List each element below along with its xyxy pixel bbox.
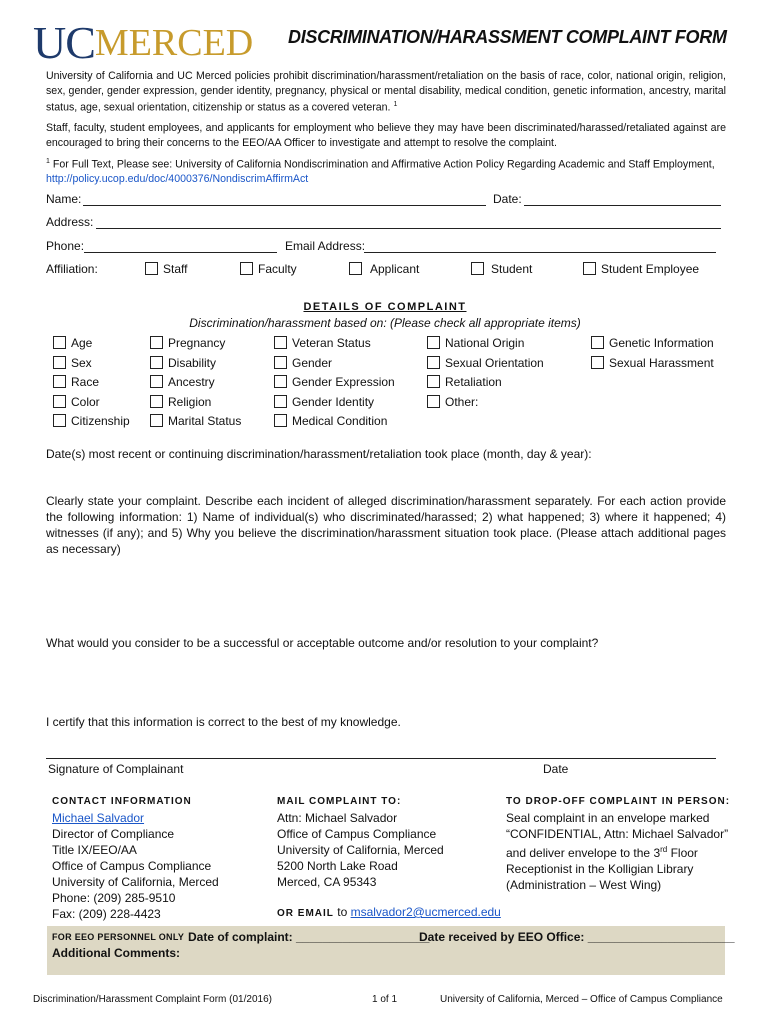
checkbox[interactable] — [583, 262, 596, 275]
basis-option[interactable]: Genetic Information — [591, 336, 714, 350]
phone-field[interactable] — [84, 239, 277, 253]
name-field[interactable] — [83, 192, 486, 206]
eeo-label: FOR EEO PERSONNEL ONLY — [52, 932, 185, 942]
checkbox[interactable] — [150, 414, 163, 427]
affiliation-label: Affiliation: — [46, 262, 98, 276]
affiliation-option[interactable]: Student — [471, 262, 532, 276]
dates-question: Date(s) most recent or continuing discrimination/harassment/retaliation took place (month, day & year): — [46, 447, 592, 461]
eeo-date-of-complaint[interactable]: Date of complaint: ____________________ — [188, 930, 430, 944]
name-label: Name: — [46, 192, 82, 206]
policy-text: University of California and UC Merced policies prohibit discrimination/harassment/retaliation on the basis of race, color, national origin, religion, sex, gender, gender expression, gender identity, pregnancy, physical or mental disability, medical condition, genetic information, ancestry, marital status, age, sexual orientation, citizenship or status as a covered veteran. — [46, 70, 726, 114]
checkbox[interactable] — [274, 356, 287, 369]
checkbox[interactable] — [591, 336, 604, 349]
affiliation-row — [46, 262, 721, 278]
dropoff-line: and deliver envelope to the 3rd Floor — [506, 845, 698, 860]
email-complaint — [277, 904, 501, 922]
basis-option[interactable]: Medical Condition — [274, 414, 387, 428]
checkbox[interactable] — [53, 336, 66, 349]
checkbox[interactable] — [274, 414, 287, 427]
checkbox[interactable] — [349, 262, 362, 275]
checkbox[interactable] — [145, 262, 158, 275]
logo-merced: MERCED — [94, 22, 254, 64]
affiliation-option[interactable]: Staff — [145, 262, 187, 276]
eeo-comments-label: Additional Comments: — [52, 946, 180, 960]
footnote-paragraph — [46, 155, 726, 187]
signature-label: Signature of Complainant — [48, 762, 184, 776]
basis-option[interactable]: Age — [53, 336, 92, 350]
checkbox[interactable] — [427, 375, 440, 388]
footer-office: University of California, Merced – Office of Campus Compliance — [440, 994, 723, 1005]
address-field[interactable] — [96, 215, 721, 229]
checkbox[interactable] — [53, 356, 66, 369]
mail-line: Attn: Michael Salvador — [277, 811, 398, 825]
contact-line: Office of Campus Compliance — [52, 859, 212, 873]
contact-name-link[interactable]: Michael Salvador — [52, 811, 145, 825]
mail-heading: MAIL COMPLAINT TO: — [277, 796, 402, 807]
signature-date-label: Date — [543, 762, 569, 776]
uc-merced-logo — [33, 17, 254, 68]
basis-option[interactable]: Sexual Harassment — [591, 356, 714, 370]
email-label: Email Address: — [285, 239, 366, 253]
basis-option[interactable]: Race — [53, 375, 99, 389]
phone-email-row — [46, 239, 721, 255]
footer-page-number: 1 of 1 — [372, 994, 398, 1005]
email-link[interactable]: msalvador2@ucmerced.edu — [350, 905, 501, 919]
certify-statement: I certify that this information is correct to the best of my knowledge. — [46, 715, 401, 729]
basis-option[interactable]: Citizenship — [53, 414, 130, 428]
policy-footnote-mark: 1 — [393, 101, 398, 108]
checkbox[interactable] — [240, 262, 253, 275]
basis-option[interactable]: Other: — [427, 395, 478, 409]
dropoff-line: “CONFIDENTIAL, Attn: Michael Salvador” — [506, 827, 729, 841]
eeo-date-received[interactable]: Date received by EEO Office: ______________________ — [419, 930, 735, 944]
address-row — [46, 215, 721, 231]
dropoff-line: (Administration – West Wing) — [506, 878, 662, 892]
basis-option[interactable]: Sex — [53, 356, 92, 370]
logo-uc: UC — [33, 17, 95, 68]
eeo-personnel-box — [47, 926, 735, 975]
contact-heading: CONTACT INFORMATION — [52, 796, 192, 807]
checkbox[interactable] — [427, 336, 440, 349]
address-label: Address: — [46, 215, 94, 229]
affiliation-option[interactable]: Student Employee — [583, 262, 699, 276]
checkbox[interactable] — [53, 375, 66, 388]
dropoff-line: Seal complaint in an envelope marked — [506, 811, 710, 825]
contact-line: University of California, Merced — [52, 875, 219, 889]
basis-option[interactable]: Disability — [150, 356, 216, 370]
staff-paragraph: Staff, faculty, student employees, and applicants for employment who believe they may have been discriminated/harassed/retaliated against are encouraged to bring their concerns to the EEO/AA Officer to investigate and attempt to resolve the complaint. — [46, 122, 726, 149]
form-title: DISCRIMINATION/HARASSMENT COMPLAINT FORM — [288, 27, 727, 47]
contact-phone: Phone: (209) 285-9510 — [52, 891, 176, 905]
basis-option[interactable]: Gender Identity — [274, 395, 374, 409]
basis-option[interactable]: Pregnancy — [150, 336, 225, 350]
contact-line: Director of Compliance — [52, 827, 175, 841]
contact-information — [52, 794, 219, 922]
footer-form-id: Discrimination/Harassment Complaint Form (01/2016) — [33, 994, 272, 1005]
basis-option[interactable]: Religion — [150, 395, 211, 409]
mail-line: 5200 North Lake Road — [277, 859, 398, 873]
footnote-mark: 1 — [46, 158, 50, 165]
outcome-question: What would you consider to be a successful or acceptable outcome and/or resolution to your complaint? — [46, 636, 599, 650]
email-field[interactable] — [364, 239, 716, 253]
contact-line: Title IX/EEO/AA — [52, 843, 137, 857]
mail-complaint — [277, 794, 444, 890]
policy-paragraph — [46, 69, 726, 115]
policy-link[interactable]: http://policy.ucop.edu/doc/4000376/NondiscrimAffirmAct — [46, 173, 309, 186]
mail-line: Merced, CA 95343 — [277, 875, 377, 889]
checkbox[interactable] — [150, 375, 163, 388]
details-subtitle: Discrimination/harassment based on: (Please check all appropriate items) — [189, 316, 581, 330]
checkbox[interactable] — [427, 356, 440, 369]
dropoff-line: Receptionist in the Kolligian Library — [506, 862, 694, 876]
checkbox[interactable] — [53, 395, 66, 408]
dropoff-complaint — [506, 794, 730, 893]
checkbox[interactable] — [150, 356, 163, 369]
contact-fax: Fax: (209) 228-4423 — [52, 907, 161, 921]
footnote-text: For Full Text, Please see: University of California Nondiscrimination and Affirmative Action Policy Regarding Academic and Staff Employment, — [52, 158, 715, 171]
checkbox[interactable] — [274, 395, 287, 408]
phone-label: Phone: — [46, 239, 85, 253]
checkbox[interactable] — [150, 336, 163, 349]
affiliation-option[interactable]: Applicant — [349, 262, 419, 276]
basis-option[interactable]: Retaliation — [427, 375, 502, 389]
checkbox[interactable] — [53, 414, 66, 427]
email-prefix: OR EMAIL — [277, 908, 334, 919]
dropoff-heading: TO DROP-OFF COMPLAINT IN PERSON: — [506, 796, 731, 807]
mail-line: Office of Campus Compliance — [277, 827, 437, 841]
basis-option[interactable]: Gender Expression — [274, 375, 395, 389]
basis-option[interactable]: Gender — [274, 356, 332, 370]
mail-line: University of California, Merced — [277, 843, 444, 857]
basis-option[interactable]: National Origin — [427, 336, 524, 350]
basis-option[interactable]: Marital Status — [150, 414, 241, 428]
date-label: Date: — [493, 192, 522, 206]
complaint-instructions: Clearly state your complaint. Describe each incident of alleged discrimination/harassment separately. For each action provide the following information: 1) Name of individual(s) who discriminated/harassed; 2) what happened; 3) where it happened; 4) witnesses (if any); and 5) Why you believe the discrimination/harassment situation took place. (Please attach additional pages as necessary) — [46, 494, 726, 556]
checkbox[interactable] — [427, 395, 440, 408]
signature-line[interactable] — [46, 758, 716, 759]
checkbox[interactable] — [274, 375, 287, 388]
affiliation-option[interactable]: Faculty — [240, 262, 297, 276]
name-date-row — [46, 192, 721, 208]
email-to: to — [337, 905, 348, 919]
checkbox[interactable] — [471, 262, 484, 275]
basis-option[interactable]: Veteran Status — [274, 336, 371, 350]
checkbox[interactable] — [274, 336, 287, 349]
checkbox[interactable] — [591, 356, 604, 369]
basis-option[interactable]: Sexual Orientation — [427, 356, 544, 370]
basis-option[interactable]: Ancestry — [150, 375, 215, 389]
basis-option[interactable]: Color — [53, 395, 100, 409]
details-title: DETAILS OF COMPLAINT — [303, 301, 467, 313]
date-field[interactable] — [524, 192, 721, 206]
checkbox[interactable] — [150, 395, 163, 408]
